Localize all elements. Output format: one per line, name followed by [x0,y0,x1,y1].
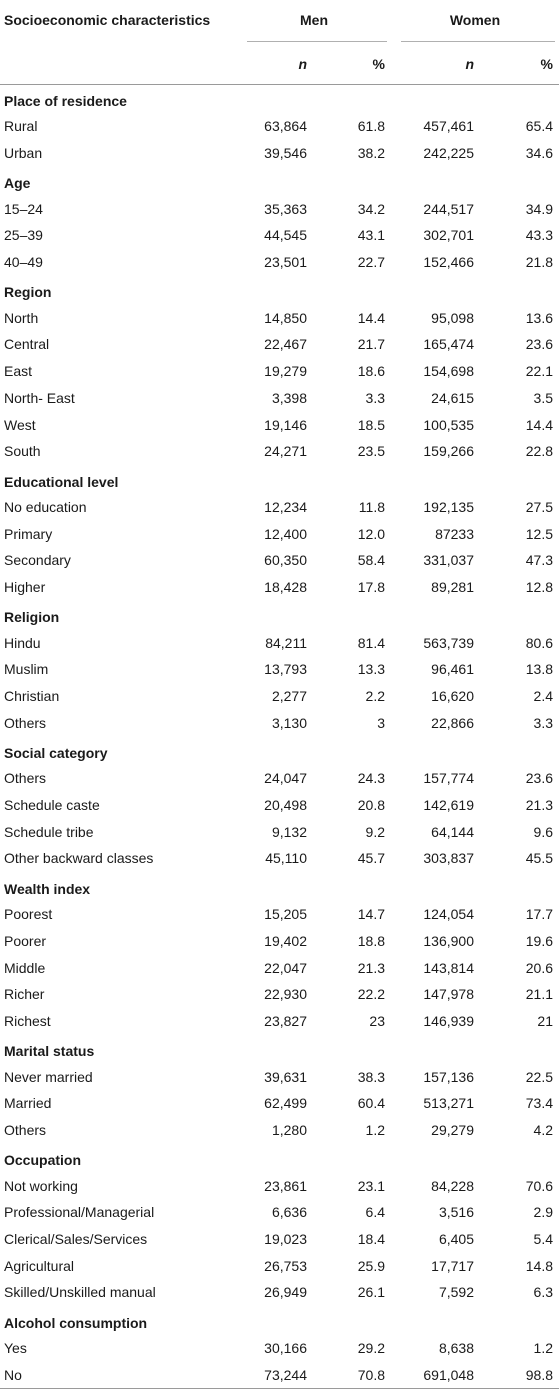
men-pct: 18.5 [357,416,385,433]
men-n: 84,211 [265,634,307,651]
row-label: South [4,443,41,460]
table-row [0,1226,559,1253]
men-pct: 38.3 [357,1068,385,1085]
row-label: Muslim [4,661,49,678]
section-header-row [0,736,559,765]
men-pct: 17.8 [357,578,385,595]
row-label: Hindu [4,634,41,651]
women-n: 563,739 [423,634,474,651]
men-pct: 45.7 [357,850,385,867]
row-label: Married [4,1095,52,1112]
women-pct: 5.4 [533,1231,553,1248]
row-label: Urban [4,145,43,162]
section-title: Religion [4,609,60,626]
women-pct: 21.1 [525,986,553,1003]
women-pct: 12.8 [525,578,553,595]
women-n: 242,225 [423,145,474,162]
men-n: 14,850 [264,309,307,326]
women-pct: 2.4 [533,688,553,705]
section-header-row [0,600,559,629]
table-row [0,1063,559,1090]
women-n: 302,701 [423,227,474,244]
section-title: Occupation [4,1152,82,1169]
women-n: 95,098 [431,309,474,326]
section-header-row [0,1306,559,1335]
men-n: 19,146 [264,416,307,433]
row-label: Richest [4,1012,51,1029]
table-row [0,547,559,574]
section-header-row [0,84,559,113]
men-n: 26,753 [264,1257,307,1274]
row-label: Yes [4,1340,27,1357]
header-men-pct: % [372,55,385,72]
women-n: 457,461 [423,118,474,135]
women-pct: 21.3 [525,797,553,814]
women-n: 303,837 [423,850,474,867]
men-n: 1,280 [271,1121,307,1138]
women-pct: 13.6 [525,309,553,326]
men-pct: 2.2 [365,688,385,705]
women-pct: 13.8 [525,661,553,678]
men-n: 12,234 [264,498,307,515]
women-pct: 14.8 [525,1257,553,1274]
row-label: Christian [4,688,60,705]
section-header-row [0,1143,559,1172]
women-n: 157,136 [423,1068,474,1085]
women-n: 84,228 [431,1177,474,1194]
header-women [391,0,559,44]
men-pct: 23.1 [357,1177,385,1194]
row-label: Richer [4,986,45,1003]
women-n: 16,620 [431,688,474,705]
table-row [0,438,559,465]
women-n: 64,144 [431,823,474,840]
women-n: 143,814 [423,959,474,976]
table-row [0,520,559,547]
women-n: 691,048 [423,1366,474,1383]
section-title: Educational level [4,473,119,490]
men-n: 44,545 [264,227,307,244]
men-pct: 21.7 [357,336,385,353]
row-label: Poorest [4,906,53,923]
women-group-rule [401,41,555,42]
row-label: West [4,416,36,433]
table-row [0,818,559,845]
men-n: 35,363 [264,200,307,217]
table-row [0,1008,559,1035]
men-pct: 29.2 [357,1340,385,1357]
men-pct: 18.6 [357,363,385,380]
table-row [0,1252,559,1279]
women-pct: 3.5 [533,389,553,406]
women-n: 159,266 [423,443,474,460]
table-row [0,385,559,412]
row-label: East [4,363,33,380]
table-row [0,331,559,358]
men-pct: 14.7 [357,906,385,923]
men-n: 13,793 [264,661,307,678]
men-pct: 26.1 [357,1284,385,1301]
section-header-row [0,275,559,304]
row-label: Others [4,714,47,731]
women-pct: 1.2 [533,1340,553,1357]
men-n: 20,498 [264,797,307,814]
table-row [0,629,559,656]
section-header-row [0,872,559,901]
table-row [0,656,559,683]
women-n: 3,516 [438,1204,474,1221]
women-pct: 43.3 [525,227,553,244]
women-n: 136,900 [423,932,474,949]
women-n: 147,978 [423,986,474,1003]
women-pct: 6.3 [533,1284,553,1301]
men-n: 23,861 [264,1177,307,1194]
women-n: 8,638 [438,1340,474,1357]
table-row [0,222,559,249]
men-n: 63,864 [264,118,307,135]
men-pct: 22.7 [357,254,385,271]
men-pct: 12.0 [357,525,385,542]
section-title: Marital status [4,1043,95,1060]
section-title: Social category [4,745,108,762]
table-row [0,901,559,928]
women-pct: 34.6 [525,145,553,162]
table-row [0,1335,559,1362]
table-row [0,358,559,385]
women-n: 154,698 [423,363,474,380]
men-pct: 25.9 [357,1257,385,1274]
men-n: 19,402 [264,932,307,949]
table-row [0,1117,559,1144]
men-pct: 70.8 [357,1366,385,1383]
row-label: Other backward classes [4,850,154,867]
men-n: 19,023 [264,1231,307,1248]
men-pct: 22.2 [357,986,385,1003]
men-n: 22,047 [264,959,307,976]
men-n: 2,277 [271,688,307,705]
women-n: 165,474 [423,336,474,353]
women-n: 331,037 [423,552,474,569]
women-pct: 22.1 [525,363,553,380]
header-women-n: n [465,55,474,72]
men-pct: 1.2 [365,1121,385,1138]
men-n: 22,467 [264,336,307,353]
table-row [0,792,559,819]
women-n: 146,939 [423,1012,474,1029]
men-pct: 61.8 [357,118,385,135]
men-n: 3,130 [271,714,307,731]
men-pct: 6.4 [365,1204,385,1221]
women-pct: 3.3 [533,714,553,731]
women-n: 513,271 [423,1095,474,1112]
row-label: 40–49 [4,254,43,271]
table-row [0,765,559,792]
table-row [0,113,559,140]
header-blank [0,44,237,84]
men-n: 45,110 [265,850,307,867]
women-pct: 22.8 [525,443,553,460]
row-label: Schedule caste [4,797,100,814]
women-n: 152,466 [423,254,474,271]
men-n: 26,949 [264,1284,307,1301]
men-pct: 11.8 [358,498,385,515]
section-title: Wealth index [4,880,91,897]
table-row [0,304,559,331]
men-pct: 81.4 [357,634,385,651]
men-pct: 20.8 [357,797,385,814]
men-pct: 14.4 [357,309,385,326]
table-row [0,954,559,981]
men-pct: 23 [369,1012,385,1029]
women-pct: 73.4 [525,1095,553,1112]
women-pct: 98.8 [525,1366,553,1383]
header-men-text: Men [300,12,328,28]
section-header-row [0,465,559,494]
men-n: 23,827 [264,1012,307,1029]
table-row [0,981,559,1008]
men-n: 24,271 [264,443,307,460]
section-title: Place of residence [4,93,127,109]
men-pct: 3.3 [365,389,385,406]
women-pct: 21 [537,1012,553,1029]
men-n: 22,930 [264,986,307,1003]
men-pct: 3 [377,714,385,731]
women-pct: 70.6 [525,1177,553,1194]
women-n: 142,619 [423,797,474,814]
table-row [0,1279,559,1306]
men-pct: 13.3 [357,661,385,678]
men-pct: 34.2 [357,200,385,217]
table-header [0,0,559,84]
header-women-text: Women [449,12,501,28]
women-n: 87233 [435,525,474,542]
women-pct: 65.4 [525,118,553,135]
men-n: 60,350 [264,552,307,569]
men-n: 12,400 [264,525,307,542]
row-label: Schedule tribe [4,823,94,840]
section-title: Region [4,284,52,301]
women-pct: 45.5 [525,850,553,867]
table-row [0,411,559,438]
women-pct: 47.3 [525,552,553,569]
header-label: Socioeconomic characteristics [4,12,211,28]
men-pct: 21.3 [357,959,385,976]
men-n: 39,546 [264,145,307,162]
header-women-pct: % [540,55,553,72]
table-row [0,928,559,955]
table-row [0,140,559,167]
women-pct: 2.9 [533,1204,553,1221]
row-label: Primary [4,525,53,542]
row-label: No [4,1366,22,1383]
men-pct: 18.8 [357,932,385,949]
women-pct: 19.6 [525,932,553,949]
row-label: North- East [4,389,75,406]
men-n: 73,244 [264,1366,307,1383]
women-n: 244,517 [423,200,474,217]
men-n: 6,636 [271,1204,307,1221]
women-n: 17,717 [431,1257,474,1274]
row-label: Central [4,336,50,353]
header-men-n: n [298,55,307,72]
men-n: 23,501 [264,254,307,271]
row-label: Clerical/Sales/Services [4,1231,148,1248]
women-pct: 23.6 [525,336,553,353]
men-group-rule [247,41,387,42]
women-n: 157,774 [423,770,474,787]
section-header-row [0,1034,559,1063]
row-label: Poorer [4,932,47,949]
table-row [0,1090,559,1117]
women-n: 29,279 [431,1121,474,1138]
row-label: Others [4,1121,47,1138]
men-pct: 23.5 [357,443,385,460]
women-pct: 21.8 [525,254,553,271]
women-pct: 22.5 [525,1068,553,1085]
men-n: 62,499 [264,1095,307,1112]
women-pct: 23.6 [525,770,553,787]
row-label: Higher [4,578,46,595]
table-body [0,84,559,1388]
section-title: Age [4,175,31,192]
men-pct: 18.4 [357,1231,385,1248]
women-pct: 4.2 [533,1121,553,1138]
women-pct: 9.6 [533,823,553,840]
table-row [0,1361,559,1388]
men-pct: 60.4 [357,1095,385,1112]
women-n: 124,054 [423,906,474,923]
men-n: 9,132 [271,823,307,840]
row-label: Never married [4,1068,93,1085]
women-n: 89,281 [431,578,474,595]
section-header-row [0,166,559,195]
men-n: 19,279 [264,363,307,380]
row-label: Rural [4,118,38,135]
row-label: Middle [4,959,46,976]
row-label: No education [4,498,87,515]
women-pct: 14.4 [525,416,553,433]
table-row [0,494,559,521]
women-n: 6,405 [438,1231,474,1248]
row-label: 25–39 [4,227,43,244]
table-row [0,1172,559,1199]
men-n: 15,205 [264,906,307,923]
row-label: 15–24 [4,200,43,217]
men-pct: 9.2 [365,823,385,840]
men-pct: 43.1 [357,227,385,244]
men-n: 18,428 [264,578,307,595]
row-label: North [4,309,39,326]
men-n: 30,166 [264,1340,307,1357]
table-row [0,195,559,222]
men-n: 24,047 [264,770,307,787]
row-label: Others [4,770,47,787]
men-pct: 38.2 [357,145,385,162]
section-title: Alcohol consumption [4,1314,148,1331]
table-row [0,1199,559,1226]
women-n: 100,535 [423,416,474,433]
men-pct: 58.4 [357,552,385,569]
men-n: 39,631 [264,1068,307,1085]
women-pct: 12.5 [525,525,553,542]
women-n: 22,866 [431,714,474,731]
women-pct: 34.9 [525,200,553,217]
table-row [0,249,559,276]
women-n: 24,615 [431,389,474,406]
row-label: Agricultural [4,1257,75,1274]
row-label: Secondary [4,552,71,569]
header-men [237,0,391,44]
women-pct: 27.5 [525,498,553,515]
women-n: 7,592 [438,1284,474,1301]
row-label: Professional/Managerial [4,1204,155,1221]
men-n: 3,398 [271,389,307,406]
row-label: Not working [4,1177,78,1194]
women-n: 192,135 [423,498,474,515]
women-n: 96,461 [431,661,474,678]
table-row [0,845,559,872]
women-pct: 17.7 [525,906,553,923]
row-label: Skilled/Unskilled manual [4,1284,156,1301]
table-row [0,574,559,601]
table-row [0,709,559,736]
men-pct: 24.3 [357,770,385,787]
women-pct: 20.6 [525,959,553,976]
table-row [0,683,559,710]
women-pct: 80.6 [525,634,553,651]
